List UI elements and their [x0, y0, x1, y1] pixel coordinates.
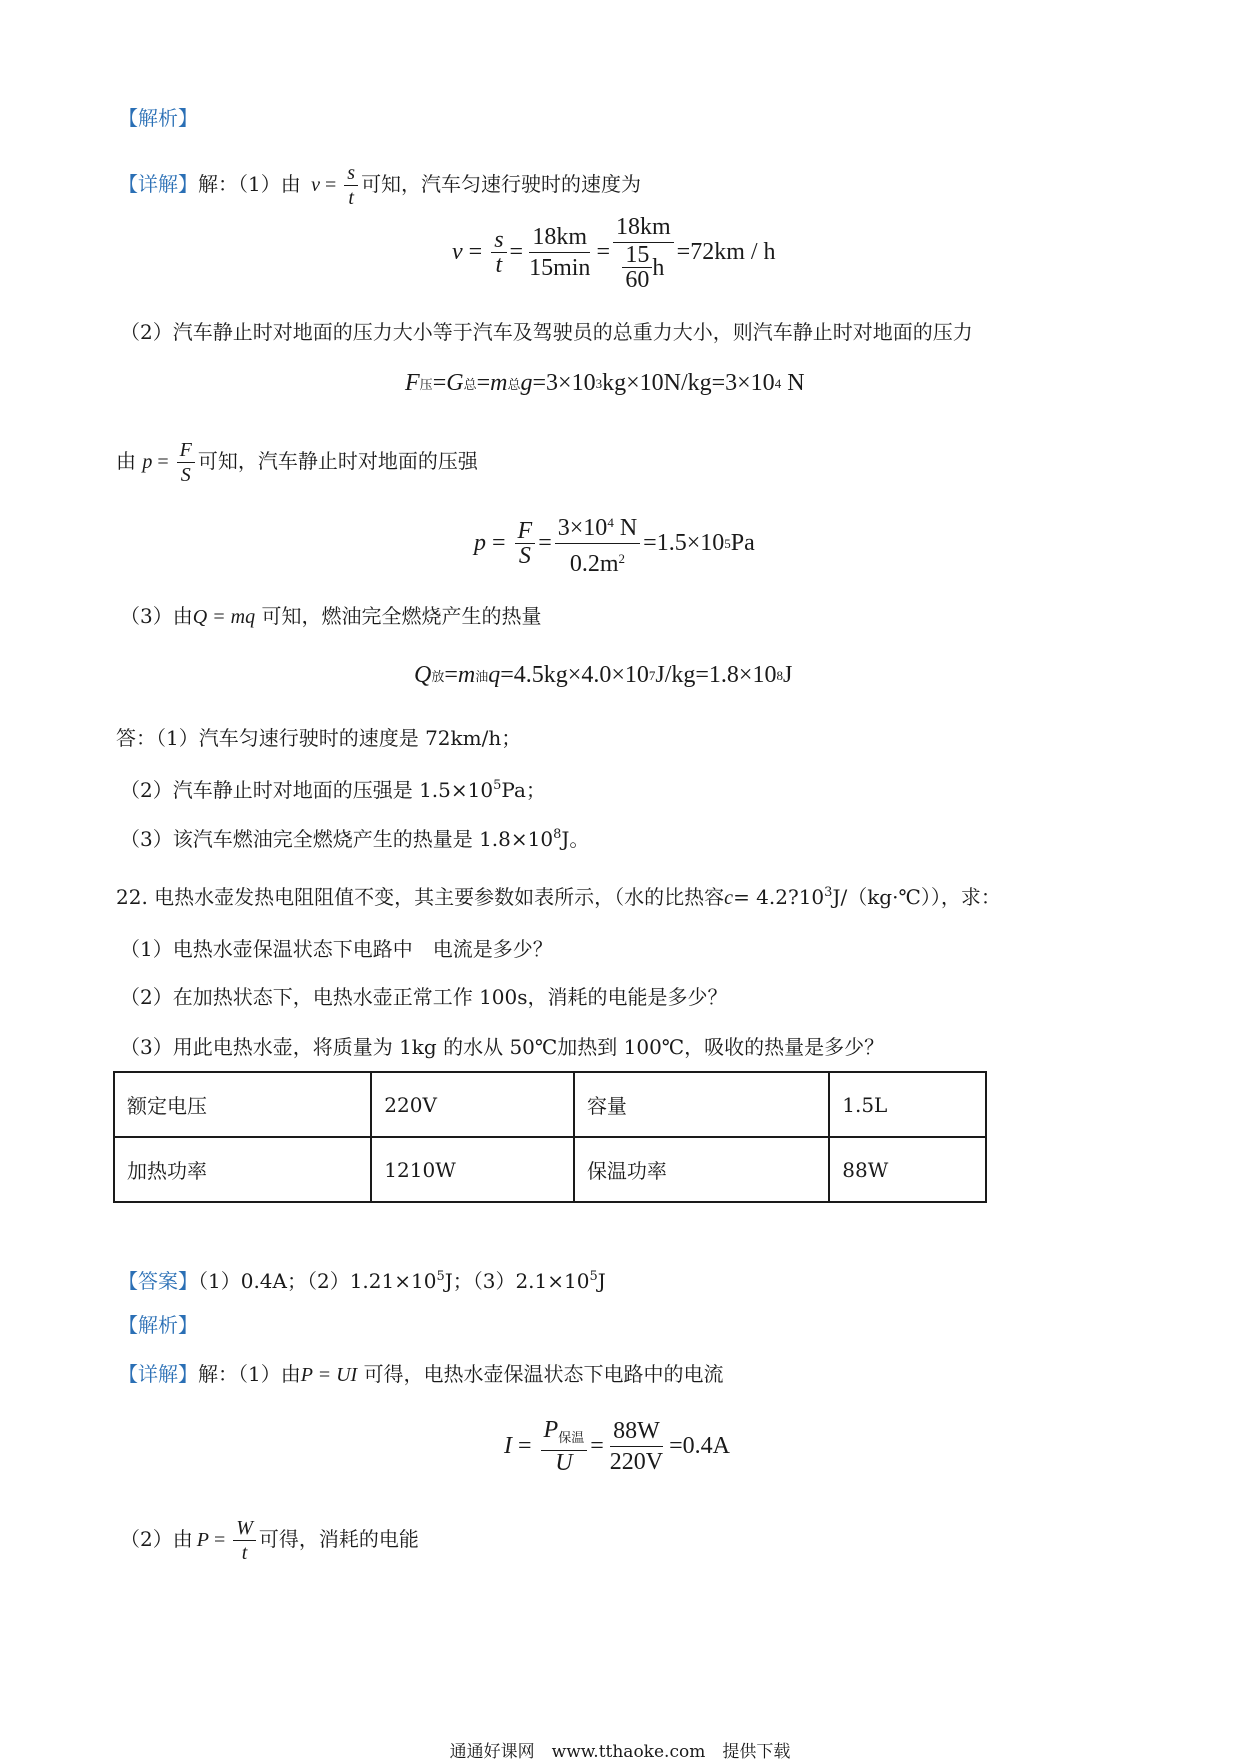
heat-equation: Q 放 = m 油 q =4.5kg×4.0×10 7 J/kg=1.8×10 8 J — [414, 662, 793, 688]
analysis-heading: 【解析】 — [118, 106, 198, 130]
table-row — [114, 1137, 986, 1202]
detail-line-2: 【详解】解：（1）由P = UI 可得，电热水壶保温状态下电路中的电流 — [118, 1362, 724, 1386]
question-22-part-3: （3）用此电热水壶，将质量为 1kg 的水从 50℃加热到 100℃，吸收的热量是多少？ — [120, 1035, 885, 1059]
pressure-force-text: （2）汽车静止时对地面的压力大小等于汽车及驾驶员的总重力大小，则汽车静止时对地面的压力 — [120, 320, 973, 344]
answer-line-3: （3）该汽车燃油完全燃烧产生的热量是 $1.8\times 10^8J$。 — [120, 827, 590, 851]
pressure-equation: p = $\frac{F}{S}$ = $\frac{3\times 10^4 N}{0.2m^2}$ =1.5×10 5 Pa — [474, 508, 755, 579]
table-cell: 220V — [371, 1072, 574, 1137]
answer-tag: 【答案】 — [118, 1269, 198, 1293]
answer-line-1: 答：（1）汽车匀速行驶时的速度是 72km/h； — [116, 726, 522, 750]
answer-line-2: （2）汽车静止时对地面的压强是 $1.5\times 10^5Pa$； — [120, 778, 546, 802]
detail-line-1: 【详解】解：（1）由 v = $\frac{s}{t}$ 可知，汽车匀速行驶时的速度为 — [118, 162, 642, 209]
page-footer: 通通好课网 www.tthaoke.com 提供下载 — [449, 1742, 791, 1762]
current-equation: I = $\frac{P_{保温}}{U}$ = $\frac{88W}{220V}$ =0.4A — [504, 1417, 730, 1476]
question-22-part-2: （2）在加热状态下，电热水壶正常工作 100s，消耗的电能是多少？ — [120, 985, 728, 1009]
velocity-equation: v = $\frac{s}{t}$ = $\frac{18km}{15\min}$ = 18km $\frac{15}{60}$ h =72km / h — [452, 214, 776, 293]
table-cell: 1.5L — [829, 1072, 986, 1137]
detail-tag-2: 【详解】 — [118, 1362, 198, 1386]
kettle-spec-table — [113, 1071, 987, 1203]
question-22-stem: 22. 电热水壶发热电阻阻值不变，其主要参数如表所示，（水的比热容$c= 4.2?10^3J/(kg\cdot℃)$），求： — [116, 885, 1001, 909]
table-row — [114, 1072, 986, 1137]
pressure-text: 由 p = $\frac{F}{S}$ 可知，汽车静止时对地面的压强 — [116, 439, 478, 486]
answer-summary: 【答案】（1）0.4A；$(2)1.21\times 10^5J$；$(3)2.1\times 10^5J$ — [118, 1269, 606, 1293]
table-cell: 88W — [829, 1137, 986, 1202]
force-equation: F 压 = G 总 = m 总 g =3×10 3 kg×10N/kg=3×10 4 N — [405, 370, 805, 396]
table-cell: 额定电压 — [114, 1072, 371, 1137]
detail-tag: 【详解】 — [118, 172, 198, 196]
analysis-heading-2: 【解析】 — [118, 1313, 198, 1337]
table-cell: 容量 — [574, 1072, 829, 1137]
v-formula: $\frac{s}{t}$ — [344, 161, 358, 210]
table-cell: 1210W — [371, 1137, 574, 1202]
table-cell: 保温功率 — [574, 1137, 829, 1202]
table-cell: 加热功率 — [114, 1137, 371, 1202]
energy-text: （2）由 P = $\frac{W}{t}$ 可得，消耗的电能 — [120, 1517, 419, 1564]
question-22-part-1: （1）电热水壶保温状态下电路中 电流是多少？ — [120, 937, 553, 961]
heat-text: （3）由Q = mq 可知，燃油完全燃烧产生的热量 — [120, 604, 542, 628]
